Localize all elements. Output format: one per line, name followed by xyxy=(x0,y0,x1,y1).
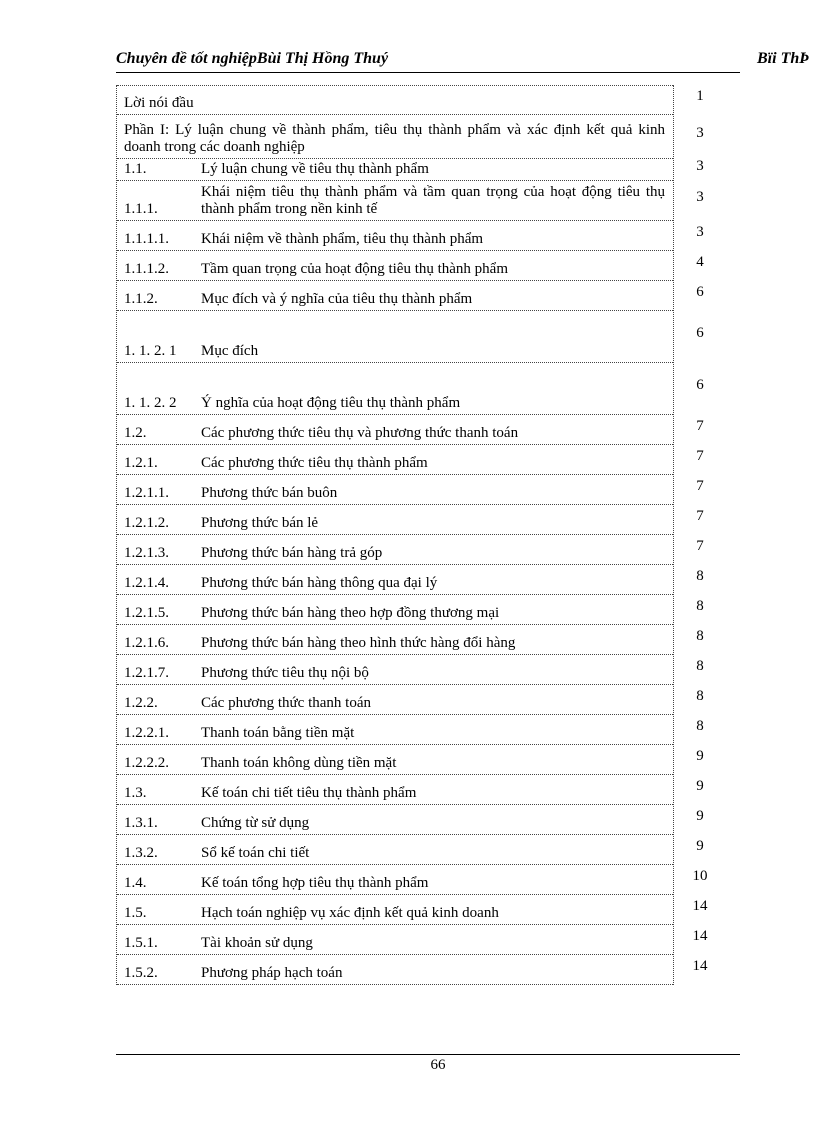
toc-section-title: Phương thức bán lẻ xyxy=(201,515,319,531)
page-header xyxy=(116,48,816,72)
toc-row xyxy=(117,595,673,625)
toc-section-number: 1.2.1. xyxy=(124,455,158,471)
toc-section-number: 1.2.1.5. xyxy=(124,605,169,621)
toc-page-number: 3 xyxy=(696,189,704,205)
toc-section-number: 1.1.1.1. xyxy=(124,231,169,247)
toc-page-number: 1 xyxy=(696,88,704,104)
toc-section-title: Phương thức bán hàng thông qua đại lý xyxy=(201,575,438,591)
toc-section-number: 1.2.1.2. xyxy=(124,515,169,531)
toc-row xyxy=(117,745,673,775)
toc-section-number: 1. 1. 2. 1 xyxy=(124,343,177,359)
toc-section-title: Sổ kế toán chi tiết xyxy=(201,845,310,861)
toc-row xyxy=(117,955,673,985)
toc-section-number: 1.3.2. xyxy=(124,845,158,861)
toc-row xyxy=(117,415,673,445)
toc-section-title: Các phương thức tiêu thụ và phương thức thanh toán xyxy=(201,425,519,441)
toc-section-title: Kế toán tổng hợp tiêu thụ thành phẩm xyxy=(201,875,429,891)
toc-row xyxy=(117,505,673,535)
toc-section-number: 1.2.1.7. xyxy=(124,665,169,681)
toc-section-title: Phương thức bán buôn xyxy=(201,485,338,501)
toc-section-number: 1. 1. 2. 2 xyxy=(124,395,177,411)
toc-row xyxy=(117,925,673,955)
toc-row xyxy=(117,775,673,805)
toc-section-title: Khái niệm về thành phẩm, tiêu thụ thành phẩm xyxy=(201,231,484,247)
toc-section-title: Phương pháp hạch toán xyxy=(201,965,343,981)
toc-section-number: 1.2.2.1. xyxy=(124,725,169,741)
toc-row xyxy=(117,805,673,835)
toc-section-number: 1.2.1.1. xyxy=(124,485,169,501)
toc-row xyxy=(117,221,673,251)
toc-section-number: 1.5. xyxy=(124,905,147,921)
toc-section-title: Các phương thức thanh toán xyxy=(201,695,371,711)
toc-entry-text: Phần I: Lý luận chung về thành phẩm, tiêu thụ thành phẩm và xác định kết quả kinh doanh trong các doanh nghiệp xyxy=(124,122,665,155)
toc-section-number: 1.2.2.2. xyxy=(124,755,169,771)
toc-section-title: Các phương thức tiêu thụ thành phẩm xyxy=(201,455,428,471)
toc-section-number: 1.5.2. xyxy=(124,965,158,981)
toc-section-number: 1.1.2. xyxy=(124,291,158,307)
header-rule xyxy=(116,72,740,73)
toc-page-number: 9 xyxy=(696,748,704,764)
toc-page-number: 3 xyxy=(696,224,704,240)
toc-page-number: 14 xyxy=(692,928,708,944)
toc-row xyxy=(117,535,673,565)
toc-row xyxy=(117,181,673,221)
toc-section-number: 1.2.1.4. xyxy=(124,575,169,591)
toc-page-number: 6 xyxy=(696,325,704,341)
toc-row xyxy=(117,363,673,415)
toc-page-number: 9 xyxy=(696,778,704,794)
toc-row xyxy=(117,565,673,595)
toc-row xyxy=(117,715,673,745)
toc-row xyxy=(117,685,673,715)
toc-page-number: 8 xyxy=(696,658,704,674)
toc-section-number: 1.1.1. xyxy=(124,201,158,217)
toc-page-number: 8 xyxy=(696,568,704,584)
toc-row xyxy=(117,835,673,865)
toc-section-number: 1.1.1.2. xyxy=(124,261,169,277)
toc-page-number: 3 xyxy=(696,158,704,174)
toc-row xyxy=(117,625,673,655)
toc-row xyxy=(117,115,673,159)
toc-section-title: Hạch toán nghiệp vụ xác định kết quả kinh doanh xyxy=(201,905,499,921)
toc-page-number: 7 xyxy=(696,478,704,494)
toc-page-number: 8 xyxy=(696,598,704,614)
toc-section-title: Phương thức bán hàng theo hợp đồng thương mại xyxy=(201,605,500,621)
table-of-contents xyxy=(116,85,674,985)
toc-page-number: 9 xyxy=(696,838,704,854)
toc-page-number: 10 xyxy=(692,868,708,884)
footer-page-number: 66 xyxy=(430,1057,446,1073)
toc-page-number: 14 xyxy=(692,898,708,914)
toc-section-number: 1.1. xyxy=(124,161,147,177)
toc-section-title: Mục đích xyxy=(201,343,259,359)
toc-page-number: 6 xyxy=(696,284,704,300)
toc-section-number: 1.2.1.3. xyxy=(124,545,169,561)
toc-row xyxy=(117,85,673,115)
toc-section-title: Chứng từ sử dụng xyxy=(201,815,310,831)
toc-row xyxy=(117,445,673,475)
toc-row xyxy=(117,895,673,925)
header-author-cut: Bïi ThÞ xyxy=(757,50,810,67)
toc-section-title: Phương thức tiêu thụ nội bộ xyxy=(201,665,369,681)
toc-section-title: Ý nghĩa của hoạt động tiêu thụ thành phẩm xyxy=(201,395,461,411)
toc-page-number: 6 xyxy=(696,377,704,393)
toc-page-number: 8 xyxy=(696,718,704,734)
toc-section-title: Thanh toán bằng tiền mặt xyxy=(201,725,355,741)
toc-section-title: Phương thức bán hàng theo hình thức hàng đổi hàng xyxy=(201,635,516,651)
toc-page-number: 4 xyxy=(696,254,704,270)
toc-section-title: Khái niệm tiêu thụ thành phẩm và tầm quan trọng của hoạt động tiêu thụ thành phẩm trong nền kinh tế xyxy=(201,184,665,217)
toc-section-number: 1.2.2. xyxy=(124,695,158,711)
toc-section-title: Mục đích và ý nghĩa của tiêu thụ thành phẩm xyxy=(201,291,473,307)
toc-row xyxy=(117,655,673,685)
toc-page-number: 7 xyxy=(696,508,704,524)
toc-page-number: 14 xyxy=(692,958,708,974)
toc-section-title: Tài khoản sử dụng xyxy=(201,935,313,951)
toc-section-number: 1.3.1. xyxy=(124,815,158,831)
toc-section-number: 1.3. xyxy=(124,785,147,801)
toc-section-title: Thanh toán không dùng tiền mặt xyxy=(201,755,397,771)
toc-page-number: 8 xyxy=(696,628,704,644)
toc-entry-text: Lời nói đầu xyxy=(124,95,194,111)
toc-section-title: Kế toán chi tiết tiêu thụ thành phẩm xyxy=(201,785,417,801)
toc-row xyxy=(117,159,673,181)
toc-page-number: 3 xyxy=(696,125,704,141)
toc-section-title: Phương thức bán hàng trả góp xyxy=(201,545,383,561)
toc-section-title: Lý luận chung về tiêu thụ thành phẩm xyxy=(201,161,429,177)
toc-page-number: 7 xyxy=(696,418,704,434)
toc-section-number: 1.4. xyxy=(124,875,147,891)
toc-row xyxy=(117,475,673,505)
toc-row xyxy=(117,865,673,895)
header-title: Chuyên đề tốt nghiệpBùi Thị Hồng Thuý xyxy=(116,50,389,67)
toc-row xyxy=(117,311,673,363)
toc-section-number: 1.2. xyxy=(124,425,147,441)
toc-page-number: 7 xyxy=(696,448,704,464)
toc-section-title: Tầm quan trọng của hoạt động tiêu thụ thành phẩm xyxy=(201,261,509,277)
toc-row xyxy=(117,251,673,281)
toc-page-number: 8 xyxy=(696,688,704,704)
footer-rule xyxy=(116,1054,740,1055)
toc-page-number: 9 xyxy=(696,808,704,824)
toc-page-number: 7 xyxy=(696,538,704,554)
toc-row xyxy=(117,281,673,311)
toc-section-number: 1.5.1. xyxy=(124,935,158,951)
toc-section-number: 1.2.1.6. xyxy=(124,635,169,651)
